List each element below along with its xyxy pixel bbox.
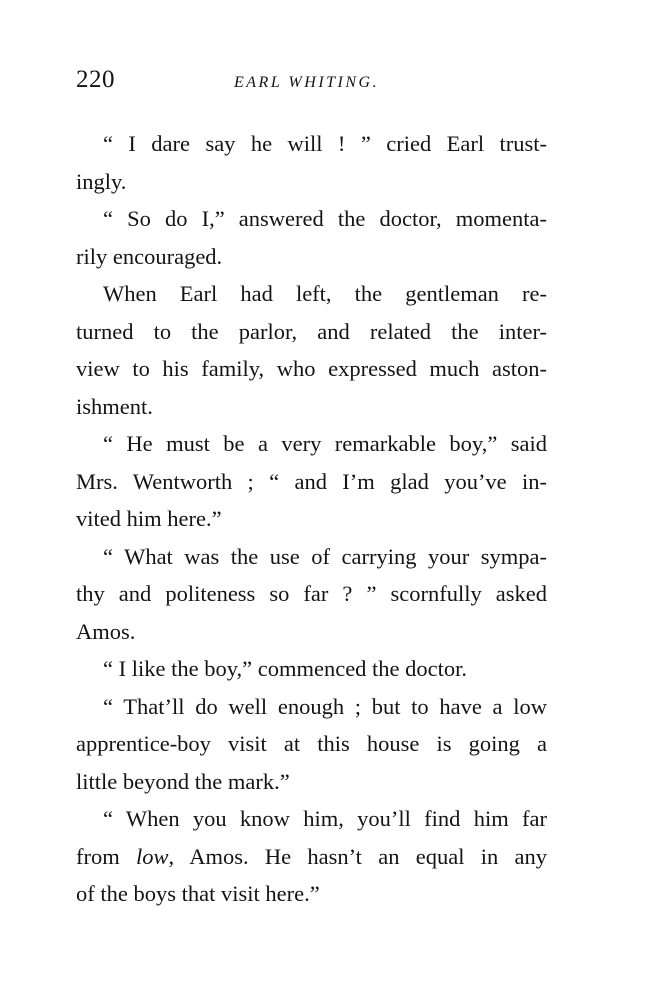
text-line: ingly. bbox=[76, 168, 127, 194]
text-line: “ I like the boy,” commenced the doctor. bbox=[103, 656, 468, 681]
text-line: “ He must be a very remarkable boy,” said bbox=[103, 431, 547, 456]
text-line: Mrs. Wentworth ; “ and I’m glad you’ve in- bbox=[76, 468, 547, 494]
text-line: “ So do I,” answered the doctor, momenta- bbox=[103, 206, 547, 231]
text-line: rily encouraged. bbox=[76, 243, 223, 269]
running-head bbox=[74, 66, 548, 96]
text-line: “ When you know him, you’ll find him far bbox=[103, 806, 547, 831]
text-line: vited him here.” bbox=[76, 506, 222, 531]
text-line: ishment. bbox=[76, 393, 153, 419]
text-line: turned to the parlor, and related the inter- bbox=[76, 318, 547, 344]
page-number: 220 bbox=[76, 66, 115, 93]
running-title: EARL WHITING. bbox=[234, 74, 380, 91]
text-line: Amos. bbox=[76, 618, 136, 644]
text-line: “ I dare say he will ! ” cried Earl trust- bbox=[103, 131, 547, 156]
body-text bbox=[76, 125, 547, 913]
text-line: little beyond the mark.” bbox=[76, 768, 290, 794]
text-line: “ That’ll do well enough ; but to have a low bbox=[103, 693, 547, 719]
text-line: When Earl had left, the gentleman re- bbox=[103, 281, 547, 306]
text-line: thy and politeness so far ? ” scornfully asked bbox=[76, 581, 547, 606]
text-line: apprentice-boy visit at this house is going a bbox=[76, 731, 547, 756]
text-line: “ What was the use of carrying your sympa- bbox=[103, 543, 547, 569]
text-line: view to his family, who expressed much aston- bbox=[76, 356, 547, 381]
text-line: of the boys that visit here.” bbox=[76, 881, 320, 906]
text-line: from low, Amos. He hasn’t an equal in any bbox=[76, 843, 547, 869]
